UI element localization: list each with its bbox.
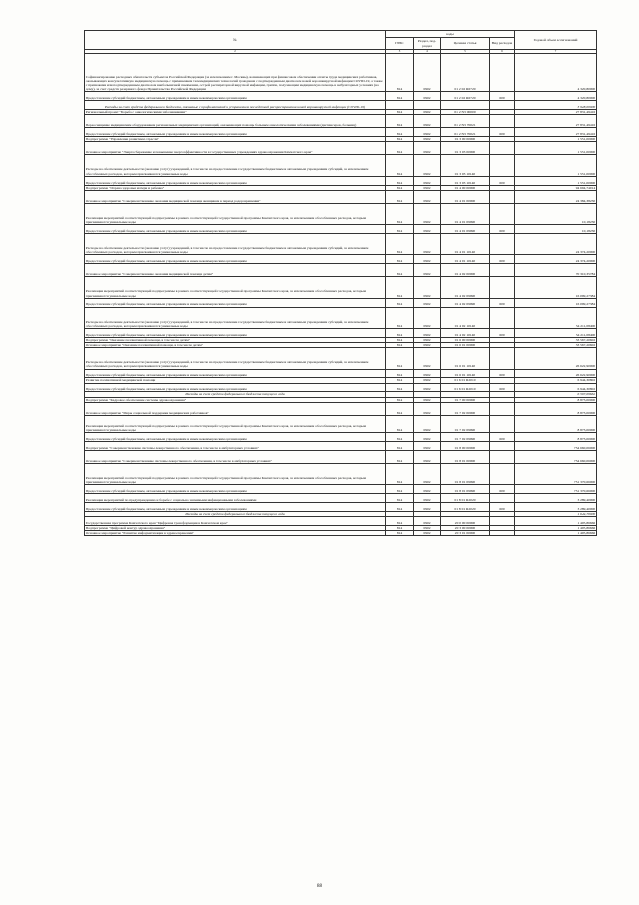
row-razdel-cell: 0902 bbox=[414, 190, 441, 203]
row-grbs-cell: 814 bbox=[386, 255, 414, 264]
row-grbs-cell: 814 bbox=[386, 155, 414, 176]
header-razdel: Раздел, под-раздел bbox=[414, 38, 441, 50]
row-sum-cell: 27 831,49416 bbox=[515, 110, 597, 115]
column-number: 5 bbox=[441, 50, 490, 54]
row-name-cell: Реализация мероприятий соответствующей подпрограммы в рамках соответствующей государственной программы Камчатского края, за исключением обособленных расходов, которым присваиваются уникальные коды bbox=[85, 463, 386, 484]
table-row bbox=[85, 369, 597, 378]
row-sum-cell: 26 622,90000 bbox=[515, 369, 597, 378]
row-expense-type-cell: 600 bbox=[490, 298, 515, 307]
row-grbs-cell: 814 bbox=[386, 137, 414, 142]
page-number: 88 bbox=[317, 884, 322, 889]
row-target-article-cell: 01 8 01 00000 bbox=[441, 450, 490, 463]
row-name-cell: Реализация мероприятий по предупреждению и борьбе с социально значимыми инфекционными заболеваниями bbox=[85, 494, 386, 503]
row-grbs-cell: 814 bbox=[386, 432, 414, 441]
row-grbs-cell: 814 bbox=[386, 190, 414, 203]
table-row bbox=[85, 255, 597, 264]
row-name-cell: Предоставление субсидий бюджетным, автономным учреждениям и иным некоммерческим организациям bbox=[85, 328, 386, 337]
row-target-article-cell: 01 6 01 R2010 bbox=[441, 383, 490, 392]
table-row bbox=[85, 348, 597, 369]
row-expense-type-cell bbox=[490, 348, 515, 369]
row-grbs-cell: 814 bbox=[386, 450, 414, 463]
row-name-cell: Основное мероприятие "Энергосбережение и повышение энергоэффективности в государственных учреждениях здравоохранения Камчатского края" bbox=[85, 142, 386, 155]
row-razdel-cell: 0902 bbox=[414, 402, 441, 415]
row-target-article-cell: 01 2 N3 00000 bbox=[441, 110, 490, 115]
row-sum-cell: 33 567,20602 bbox=[515, 337, 597, 342]
table-row bbox=[85, 264, 597, 277]
row-name-cell: Переоснащение медицинским оборудованием региональных медицинских организаций, оказывающих помощь больным онкологическими заболеваниями (диспансеров, больниц) bbox=[85, 115, 386, 128]
row-razdel-cell: 0902 bbox=[414, 397, 441, 402]
row-razdel-cell: 0902 bbox=[414, 328, 441, 337]
row-sum-cell: 27 831,49416 bbox=[515, 115, 597, 128]
table-row bbox=[85, 432, 597, 441]
row-razdel-cell: 0902 bbox=[414, 337, 441, 342]
row-sum-cell: 70 310,35784 bbox=[515, 264, 597, 277]
row-target-article-cell: 01 3 03 10140 bbox=[441, 176, 490, 185]
row-target-article-cell: 01 2 02 R6720 bbox=[441, 54, 490, 92]
row-target-article-cell: 01 2 N3 70021 bbox=[441, 115, 490, 128]
table-row bbox=[85, 328, 597, 337]
row-name-cell: Расходы на обеспечение деятельности (оказание услуг) учреждений, в том числе на предоставление государственным бюджетным и автономным учреждениям субсидий, за исключением обособленных расходов, которым присваиваются уникальные коды bbox=[85, 234, 386, 255]
column-number: 6 bbox=[490, 50, 515, 54]
header-name-column: № bbox=[85, 31, 386, 50]
row-expense-type-cell: 600 bbox=[490, 128, 515, 137]
column-number: 2 bbox=[85, 50, 386, 54]
row-sum-cell: 3 289,40000 bbox=[515, 502, 597, 511]
table-row bbox=[85, 516, 597, 525]
row-sum-cell: 1 551,00000 bbox=[515, 155, 597, 176]
row-razdel-cell: 0902 bbox=[414, 525, 441, 530]
row-grbs-cell: 814 bbox=[386, 531, 414, 536]
row-sum-cell: 1 551,00000 bbox=[515, 137, 597, 142]
row-name-cell: Предоставление субсидий бюджетным, автономным учреждениям и иным некоммерческим организациям bbox=[85, 369, 386, 378]
row-grbs-cell: 814 bbox=[386, 378, 414, 383]
row-name-cell: Реализация мероприятий соответствующей подпрограммы в рамках соответствующей государственной программы Камчатского края, за исключением обособленных расходов, которым присваиваются уникальные коды bbox=[85, 415, 386, 432]
row-target-article-cell bbox=[441, 101, 490, 110]
row-razdel-cell: 0902 bbox=[414, 369, 441, 378]
table-row bbox=[85, 54, 597, 92]
row-razdel-cell: 0902 bbox=[414, 137, 441, 142]
row-name-cell: Предоставление субсидий бюджетным, автономным учреждениям и иным некоммерческим организациям bbox=[85, 432, 386, 441]
row-grbs-cell: 814 bbox=[386, 185, 414, 190]
table-row bbox=[85, 277, 597, 298]
row-name-cell: Основное мероприятие "Совершенствование оказания медицинской помощи женщинам в период родоразрешения" bbox=[85, 190, 386, 203]
row-expense-type-cell bbox=[490, 531, 515, 536]
row-razdel-cell: 0902 bbox=[414, 343, 441, 348]
row-razdel-cell: 0902 bbox=[414, 128, 441, 137]
row-razdel-cell: 0902 bbox=[414, 155, 441, 176]
row-grbs-cell: 814 bbox=[386, 234, 414, 255]
row-grbs-cell: 814 bbox=[386, 415, 414, 432]
row-expense-type-cell bbox=[490, 494, 515, 503]
row-name-cell: Предоставление субсидий бюджетным, автономным учреждениям и иным некоммерческим организациям bbox=[85, 255, 386, 264]
header-sum-column: Годовой объем ассигнований bbox=[515, 31, 597, 50]
row-expense-type-cell bbox=[490, 54, 515, 92]
row-target-article-cell: 01 7 00 00000 bbox=[441, 397, 490, 402]
row-target-article-cell: 20 0 00 00000 bbox=[441, 516, 490, 525]
row-name-cell: Расходы на обеспечение деятельности (оказание услуг) учреждений, в том числе на предоставление государственным бюджетным и автономным учреждениям субсидий, за исключением обособленных расходов, которым присваиваются уникальные коды bbox=[85, 348, 386, 369]
row-razdel-cell: 0902 bbox=[414, 234, 441, 255]
row-sum-cell: 8 873,00000 bbox=[515, 397, 597, 402]
row-name-cell: Региональный проект "Борьба с онкологическими заболеваниями" bbox=[85, 110, 386, 115]
row-target-article-cell: 20 3 01 00000 bbox=[441, 531, 490, 536]
row-grbs-cell bbox=[386, 101, 414, 110]
row-target-article-cell: 01 2 02 R6720 bbox=[441, 92, 490, 101]
row-target-article-cell: 01 8 00 00000 bbox=[441, 441, 490, 450]
row-target-article-cell: 01 6 01 10140 bbox=[441, 369, 490, 378]
row-sum-cell: 6 597,09662 bbox=[515, 392, 597, 397]
row-razdel-cell: 0902 bbox=[414, 255, 441, 264]
header-target-article: Целевая статья bbox=[441, 38, 490, 50]
row-grbs-cell: 814 bbox=[386, 110, 414, 115]
row-razdel-cell: 0902 bbox=[414, 185, 441, 190]
row-sum-cell: 8 873,00000 bbox=[515, 415, 597, 432]
column-number: 4 bbox=[414, 50, 441, 54]
row-target-article-cell: 01 4 02 09990 bbox=[441, 298, 490, 307]
row-name-cell: Государственная программа Камчатского края "Цифровая трансформация в Камчатском крае" bbox=[85, 516, 386, 525]
header-codes: коды bbox=[386, 31, 515, 38]
row-razdel-cell: 0902 bbox=[414, 298, 441, 307]
table-row bbox=[85, 402, 597, 415]
row-name-cell: Расходы на обеспечение деятельности (оказание услуг) учреждений, в том числе на предоставление государственным бюджетным и автономным учреждениям субсидий, за исключением обособленных расходов, которым присваиваются уникальные коды bbox=[85, 307, 386, 328]
row-target-article-cell: 01 3 03 10140 bbox=[441, 155, 490, 176]
row-target-article-cell: 01 4 01 10140 bbox=[441, 255, 490, 264]
table-row bbox=[85, 225, 597, 234]
row-razdel-cell: 0902 bbox=[414, 531, 441, 536]
row-expense-type-cell bbox=[490, 415, 515, 432]
row-razdel-cell: 0902 bbox=[414, 277, 441, 298]
table-row bbox=[85, 494, 597, 503]
row-expense-type-cell: 600 bbox=[490, 383, 515, 392]
row-grbs-cell: 814 bbox=[386, 516, 414, 525]
row-grbs-cell: 814 bbox=[386, 343, 414, 348]
row-grbs-cell: 814 bbox=[386, 348, 414, 369]
row-sum-cell: 16 099,27384 bbox=[515, 277, 597, 298]
table-body bbox=[85, 54, 597, 536]
row-target-article-cell: 01 3 00 00000 bbox=[441, 137, 490, 142]
row-expense-type-cell bbox=[490, 203, 515, 224]
table-row bbox=[85, 307, 597, 328]
row-razdel-cell: 0902 bbox=[414, 432, 441, 441]
row-sum-cell: 54 211,08400 bbox=[515, 328, 597, 337]
row-razdel-cell: 0902 bbox=[414, 54, 441, 92]
row-expense-type-cell bbox=[490, 115, 515, 128]
row-sum-cell: 10,18230 bbox=[515, 225, 597, 234]
row-sum-cell: 1 405,86666 bbox=[515, 525, 597, 530]
row-expense-type-cell: 600 bbox=[490, 225, 515, 234]
row-grbs-cell: 814 bbox=[386, 441, 414, 450]
row-expense-type-cell: 600 bbox=[490, 369, 515, 378]
row-grbs-cell: 814 bbox=[386, 369, 414, 378]
row-sum-cell: 10,18230 bbox=[515, 203, 597, 224]
row-name-cell: Расходы за счет средств федерального бюджета текущего года bbox=[85, 511, 386, 516]
row-sum-cell: 6 944,30802 bbox=[515, 378, 597, 383]
row-sum-cell: 4 320,80000 bbox=[515, 54, 597, 92]
row-expense-type-cell bbox=[490, 101, 515, 110]
table-row bbox=[85, 485, 597, 494]
row-name-cell: Развитие паллиативной медицинской помощи bbox=[85, 378, 386, 383]
row-name-cell: Предоставление субсидий бюджетным, автономным учреждениям и иным некоммерческим организациям bbox=[85, 502, 386, 511]
row-target-article-cell: 01 4 02 10140 bbox=[441, 307, 490, 328]
row-name-cell: Расходы за счет средств федерального бюджета текущего года bbox=[85, 392, 386, 397]
row-grbs-cell: 814 bbox=[386, 525, 414, 530]
row-target-article-cell: 01 7 02 09990 bbox=[441, 415, 490, 432]
row-name-cell: Расходы за счет средств федерального бюджета, связанные с профилактикой и устранением последствий распространения новой коронавирусной инфекции (COVID-19) bbox=[85, 101, 386, 110]
row-expense-type-cell bbox=[490, 277, 515, 298]
table-row bbox=[85, 142, 597, 155]
row-razdel-cell: 0902 bbox=[414, 485, 441, 494]
row-grbs-cell: 814 bbox=[386, 494, 414, 503]
row-sum-cell: 754 660,06000 bbox=[515, 441, 597, 450]
row-name-cell: Реализация мероприятий соответствующей подпрограммы в рамках соответствующей государственной программы Камчатского края, за исключением обособленных расходов, которым присваиваются уникальные коды bbox=[85, 277, 386, 298]
row-target-article-cell: 01 6 00 00000 bbox=[441, 337, 490, 342]
row-name-cell: Подпрограмма "Совершенствование системы лекарственного обеспечения, в том числе в амбулаторных условиях" bbox=[85, 441, 386, 450]
row-expense-type-cell: 600 bbox=[490, 328, 515, 337]
table-row bbox=[85, 190, 597, 203]
row-sum-cell: 8 873,00000 bbox=[515, 402, 597, 415]
budget-table bbox=[84, 30, 597, 536]
row-sum-cell: 27 831,49416 bbox=[515, 128, 597, 137]
row-expense-type-cell bbox=[490, 516, 515, 525]
row-razdel-cell: 0902 bbox=[414, 176, 441, 185]
row-name-cell: Расходы на обеспечение деятельности (оказание услуг) учреждений, в том числе на предоставление государственным бюджетным и автономным учреждениям субсидий, за исключением обособленных расходов, которым присваиваются уникальные коды bbox=[85, 155, 386, 176]
table-row bbox=[85, 155, 597, 176]
row-name-cell: Подпрограмма "Кадровое обеспечение системы здравоохранения" bbox=[85, 397, 386, 402]
row-name-cell: Предоставление субсидий бюджетным, автономным учреждениям и иным некоммерческим организациям bbox=[85, 225, 386, 234]
row-sum-cell: 751 370,66000 bbox=[515, 463, 597, 484]
row-grbs-cell: 814 bbox=[386, 397, 414, 402]
row-expense-type-cell bbox=[490, 441, 515, 450]
row-sum-cell: 94 694,74014 bbox=[515, 185, 597, 190]
row-grbs-cell: 814 bbox=[386, 128, 414, 137]
row-expense-type-cell: 600 bbox=[490, 432, 515, 441]
row-target-article-cell: 01 4 02 10140 bbox=[441, 328, 490, 337]
row-grbs-cell: 814 bbox=[386, 383, 414, 392]
row-expense-type-cell bbox=[490, 307, 515, 328]
row-razdel-cell: 0902 bbox=[414, 110, 441, 115]
table-header bbox=[85, 31, 597, 54]
row-name-cell: Основное мероприятие "Меры социальной поддержки медицинских работников" bbox=[85, 402, 386, 415]
row-expense-type-cell bbox=[490, 190, 515, 203]
row-grbs-cell: 814 bbox=[386, 92, 414, 101]
row-razdel-cell: 0902 bbox=[414, 225, 441, 234]
row-sum-cell: 54 211,08400 bbox=[515, 307, 597, 328]
table-row bbox=[85, 176, 597, 185]
row-sum-cell: 4 320,80000 bbox=[515, 92, 597, 101]
row-razdel-cell: 0902 bbox=[414, 383, 441, 392]
column-number: 3 bbox=[386, 50, 414, 54]
row-target-article-cell: 20 3 00 00000 bbox=[441, 525, 490, 530]
table-row bbox=[85, 450, 597, 463]
row-target-article-cell: 01 6 01 10140 bbox=[441, 348, 490, 369]
row-grbs-cell: 814 bbox=[386, 142, 414, 155]
row-grbs-cell: 814 bbox=[386, 203, 414, 224]
row-name-cell: Предоставление субсидий бюджетным, автономным учреждениям и иным некоммерческим организациям bbox=[85, 176, 386, 185]
row-expense-type-cell: 600 bbox=[490, 176, 515, 185]
table-row bbox=[85, 415, 597, 432]
row-sum-cell: 1 644,70000 bbox=[515, 511, 597, 516]
row-razdel-cell: 0902 bbox=[414, 264, 441, 277]
row-target-article-cell: 01 8 01 R2020 bbox=[441, 502, 490, 511]
row-name-cell: Основное мероприятие "Оказание паллиативной помощи, в том числе детям" bbox=[85, 343, 386, 348]
row-grbs-cell: 814 bbox=[386, 463, 414, 484]
row-grbs-cell: 814 bbox=[386, 225, 414, 234]
row-sum-cell: 16 099,27384 bbox=[515, 298, 597, 307]
row-razdel-cell: 0902 bbox=[414, 115, 441, 128]
row-sum-cell: 751 370,66000 bbox=[515, 485, 597, 494]
table-row bbox=[85, 234, 597, 255]
row-sum-cell: 24 384,38230 bbox=[515, 190, 597, 203]
row-grbs-cell: 814 bbox=[386, 307, 414, 328]
row-razdel-cell: 0902 bbox=[414, 203, 441, 224]
row-name-cell: Основное мероприятие "Развитие информатизации в здравоохранении" bbox=[85, 531, 386, 536]
row-razdel-cell: 0902 bbox=[414, 450, 441, 463]
table-row bbox=[85, 531, 597, 536]
table-note-row bbox=[85, 101, 597, 110]
row-target-article-cell: 01 4 01 10140 bbox=[441, 234, 490, 255]
row-razdel-cell: 0902 bbox=[414, 463, 441, 484]
row-razdel-cell: 0902 bbox=[414, 415, 441, 432]
row-expense-type-cell: 600 bbox=[490, 502, 515, 511]
row-expense-type-cell bbox=[490, 142, 515, 155]
row-target-article-cell: 01 6 01 R2010 bbox=[441, 378, 490, 383]
row-sum-cell: 24 374,20000 bbox=[515, 255, 597, 264]
row-razdel-cell: 0902 bbox=[414, 307, 441, 328]
row-grbs-cell: 814 bbox=[386, 115, 414, 128]
row-name-cell: Предоставление субсидий бюджетным, автономным учреждениям и иным некоммерческим организациям bbox=[85, 298, 386, 307]
row-name-cell: Основное мероприятие "Совершенствование оказания медицинской помощи детям" bbox=[85, 264, 386, 277]
row-target-article-cell: 01 6 01 00000 bbox=[441, 343, 490, 348]
header-grbs: ГРБС bbox=[386, 38, 414, 50]
table-row bbox=[85, 203, 597, 224]
row-name-cell: Подпрограмма "Цифровой контур здравоохранения" bbox=[85, 525, 386, 530]
row-target-article-cell: 01 3 03 00000 bbox=[441, 142, 490, 155]
row-expense-type-cell: 600 bbox=[490, 485, 515, 494]
row-sum-cell: 1 405,86666 bbox=[515, 516, 597, 525]
row-razdel-cell bbox=[414, 101, 441, 110]
row-expense-type-cell bbox=[490, 155, 515, 176]
row-grbs-cell: 814 bbox=[386, 298, 414, 307]
row-target-article-cell: 01 8 01 R2020 bbox=[441, 494, 490, 503]
row-target-article-cell: 01 4 00 00000 bbox=[441, 185, 490, 190]
table-row bbox=[85, 441, 597, 450]
row-name-cell: Софинансирование расходных обязательств субъектов Российской Федерации (за исключением г. Москвы), возникающих при финансовом обеспечении оплаты труда медицинских работников, оказывающих консультативную медицинскую помощь с применением телемедицинских технологий гражданам с подтвержденным диагнозом новой коронавирусной инфекции COVID-19, а также с признаками или подтвержденным диагнозом внебольничной пневмонии, острой респираторной вирусной инфекции, гриппа, получающим медицинскую помощь в амбулаторных условиях (на дому), за счет средств резервного фонда Правительства Российской Федерации bbox=[85, 54, 386, 92]
row-expense-type-cell: 600 bbox=[490, 255, 515, 264]
row-target-article-cell: 01 8 01 09990 bbox=[441, 485, 490, 494]
table-row bbox=[85, 502, 597, 511]
row-sum-cell: 3 289,40000 bbox=[515, 494, 597, 503]
row-sum-cell: 1 551,00000 bbox=[515, 176, 597, 185]
row-expense-type-cell bbox=[490, 234, 515, 255]
row-target-article-cell: 01 8 01 09990 bbox=[441, 463, 490, 484]
row-target-article-cell: 01 4 01 09990 bbox=[441, 203, 490, 224]
row-expense-type-cell bbox=[490, 463, 515, 484]
row-sum-cell: 6 944,30802 bbox=[515, 383, 597, 392]
row-sum-cell: 24 374,20000 bbox=[515, 234, 597, 255]
row-razdel-cell: 0902 bbox=[414, 378, 441, 383]
row-target-article-cell: 01 4 01 09990 bbox=[441, 225, 490, 234]
row-target-article-cell: 01 7 02 00000 bbox=[441, 402, 490, 415]
row-sum-cell: 1 405,86666 bbox=[515, 531, 597, 536]
table-row bbox=[85, 383, 597, 392]
table-row bbox=[85, 128, 597, 137]
row-grbs-cell: 814 bbox=[386, 277, 414, 298]
table-row bbox=[85, 298, 597, 307]
row-razdel-cell: 0902 bbox=[414, 441, 441, 450]
row-name-cell: Подпрограмма "Управление развитием отрасли" bbox=[85, 137, 386, 142]
column-number: 7 bbox=[515, 50, 597, 54]
row-razdel-cell: 0902 bbox=[414, 348, 441, 369]
row-grbs-cell: 814 bbox=[386, 485, 414, 494]
row-grbs-cell: 814 bbox=[386, 337, 414, 342]
row-sum-cell: 8 873,00000 bbox=[515, 432, 597, 441]
row-expense-type-cell bbox=[490, 450, 515, 463]
row-expense-type-cell bbox=[490, 402, 515, 415]
row-sum-cell: 754 660,06000 bbox=[515, 450, 597, 463]
table-row bbox=[85, 463, 597, 484]
row-grbs-cell: 814 bbox=[386, 176, 414, 185]
row-sum-cell: 26 622,90000 bbox=[515, 348, 597, 369]
row-expense-type-cell bbox=[490, 264, 515, 277]
row-target-article-cell: 01 7 02 09990 bbox=[441, 432, 490, 441]
row-grbs-cell: 814 bbox=[386, 54, 414, 92]
row-target-article-cell: 01 4 02 00000 bbox=[441, 264, 490, 277]
row-grbs-cell: 814 bbox=[386, 502, 414, 511]
row-name-cell: Предоставление субсидий бюджетным, автономным учреждениям и иным некоммерческим организациям bbox=[85, 485, 386, 494]
row-name-cell: Предоставление субсидий бюджетным, автономным учреждениям и иным некоммерческим организациям bbox=[85, 128, 386, 137]
row-target-article-cell: 01 2 N3 70021 bbox=[441, 128, 490, 137]
header-expense-type: Вид расходов bbox=[490, 38, 515, 50]
row-razdel-cell: 0902 bbox=[414, 142, 441, 155]
row-razdel-cell: 0902 bbox=[414, 502, 441, 511]
table-row bbox=[85, 92, 597, 101]
row-name-cell: Предоставление субсидий бюджетным, автономным учреждениям и иным некоммерческим организациям bbox=[85, 383, 386, 392]
row-name-cell: Подпрограмма "Охрана здоровья матери и ребенка" bbox=[85, 185, 386, 190]
row-razdel-cell: 0902 bbox=[414, 494, 441, 503]
row-expense-type-cell: 600 bbox=[490, 92, 515, 101]
table-row bbox=[85, 115, 597, 128]
row-sum-cell: 33 567,20602 bbox=[515, 343, 597, 348]
row-target-article-cell: 01 4 02 09990 bbox=[441, 277, 490, 298]
row-sum-cell: 1 551,00000 bbox=[515, 142, 597, 155]
row-name-cell: Предоставление субсидий бюджетным, автономным учреждениям и иным некоммерческим организациям bbox=[85, 92, 386, 101]
row-target-article-cell: 01 4 01 00000 bbox=[441, 190, 490, 203]
row-razdel-cell: 0902 bbox=[414, 92, 441, 101]
row-name-cell: Подпрограмма "Оказание паллиативной помощи, в том числе детям" bbox=[85, 337, 386, 342]
row-grbs-cell: 814 bbox=[386, 402, 414, 415]
row-name-cell: Основное мероприятие "Совершенствование системы лекарственного обеспечения, в том числе в амбулаторных условиях" bbox=[85, 450, 386, 463]
row-sum-cell: 3 928,00000 bbox=[515, 101, 597, 110]
row-razdel-cell: 0902 bbox=[414, 516, 441, 525]
row-name-cell: Реализация мероприятий соответствующей подпрограммы в рамках соответствующей государственной программы Камчатского края, за исключением обособленных расходов, которым присваиваются уникальные коды bbox=[85, 203, 386, 224]
row-grbs-cell: 814 bbox=[386, 264, 414, 277]
row-grbs-cell: 814 bbox=[386, 328, 414, 337]
